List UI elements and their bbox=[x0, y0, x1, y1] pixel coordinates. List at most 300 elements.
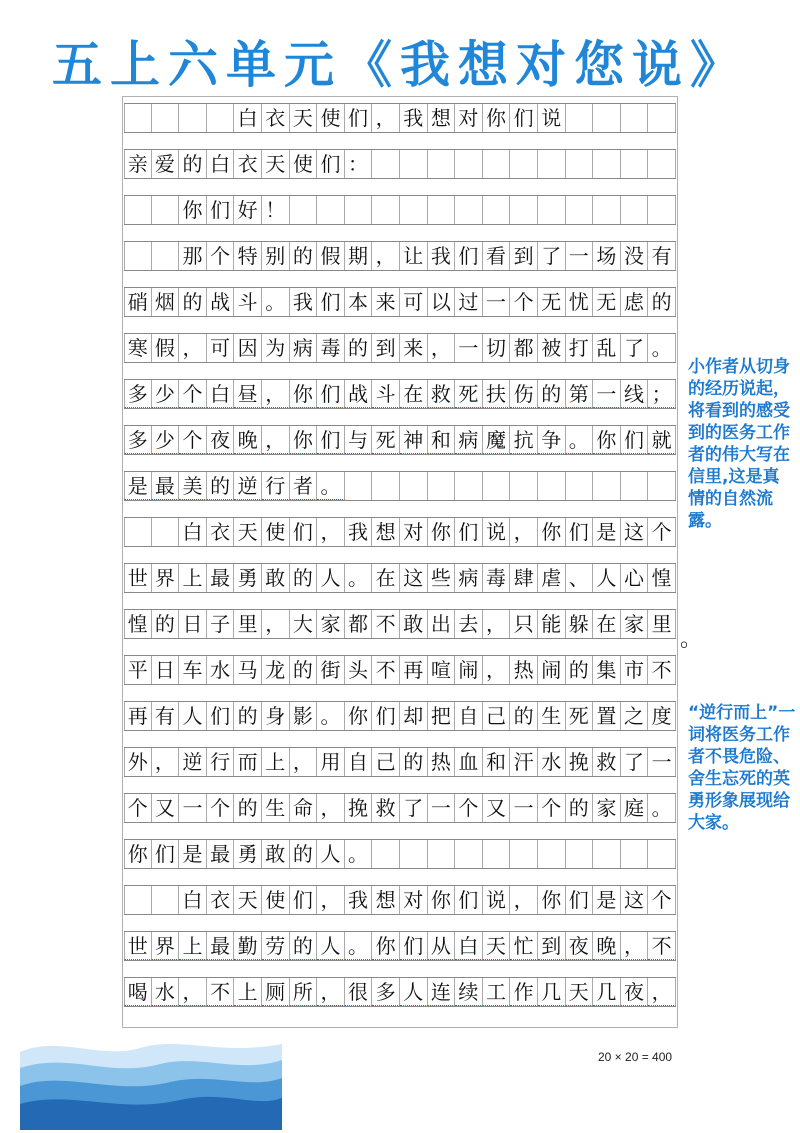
grid-cell: 把 bbox=[428, 702, 456, 730]
grid-cell bbox=[152, 196, 180, 224]
grid-cell: 忙 bbox=[510, 932, 538, 960]
grid-cell: ， bbox=[372, 242, 400, 270]
grid-cell bbox=[566, 150, 594, 178]
grid-cell bbox=[621, 150, 649, 178]
grid-cell bbox=[483, 472, 511, 500]
grid-cell: 无 bbox=[593, 288, 621, 316]
grid-cell: 衣 bbox=[234, 150, 262, 178]
grid-cell: ， bbox=[262, 426, 290, 454]
grid-cell: 们 bbox=[317, 426, 345, 454]
grid-cell: 肆 bbox=[510, 564, 538, 592]
grid-cell: 的 bbox=[179, 150, 207, 178]
grid-cell: 战 bbox=[345, 380, 373, 408]
grid-cell bbox=[593, 196, 621, 224]
grid-cell: 热 bbox=[428, 748, 456, 776]
grid-row bbox=[124, 977, 676, 1007]
grid-cell: 到 bbox=[372, 334, 400, 362]
grid-cell: 界 bbox=[152, 932, 180, 960]
grid-cell: 以 bbox=[428, 288, 456, 316]
grid-cell bbox=[538, 472, 566, 500]
grid-cell: ， bbox=[648, 978, 676, 1006]
grid-cell: 在 bbox=[400, 380, 428, 408]
grid-cell bbox=[566, 472, 594, 500]
grid-cell: 切 bbox=[483, 334, 511, 362]
grid-cell: 少 bbox=[152, 426, 180, 454]
grid-cell: 衣 bbox=[207, 518, 235, 546]
grid-cell: 上 bbox=[262, 748, 290, 776]
grid-cell: 的 bbox=[290, 242, 318, 270]
grid-cell: 惶 bbox=[648, 564, 676, 592]
grid-cell: 天 bbox=[290, 104, 318, 132]
grid-cell bbox=[400, 196, 428, 224]
grid-cell: 工 bbox=[483, 978, 511, 1006]
grid-row bbox=[124, 149, 676, 179]
grid-cell: 最 bbox=[207, 564, 235, 592]
grid-cell: 衣 bbox=[207, 886, 235, 914]
grid-cell: 天 bbox=[483, 932, 511, 960]
grid-cell: 很 bbox=[345, 978, 373, 1006]
grid-cell: 车 bbox=[179, 656, 207, 684]
grid-cell: 热 bbox=[510, 656, 538, 684]
grid-cell: 一 bbox=[455, 334, 483, 362]
grid-cell bbox=[593, 104, 621, 132]
grid-cell: 而 bbox=[234, 748, 262, 776]
grid-cell: 子 bbox=[207, 610, 235, 638]
grid-cell: 到 bbox=[538, 932, 566, 960]
grid-cell: 多 bbox=[124, 426, 152, 454]
grid-cell: 被 bbox=[538, 334, 566, 362]
grid-cell: 场 bbox=[593, 242, 621, 270]
grid-cell bbox=[400, 472, 428, 500]
grid-cell: 夜 bbox=[207, 426, 235, 454]
grid-cell: ， bbox=[152, 748, 180, 776]
grid-cell: 有 bbox=[648, 242, 676, 270]
grid-cell: ， bbox=[262, 380, 290, 408]
grid-cell bbox=[621, 104, 649, 132]
grid-cell bbox=[152, 886, 180, 914]
grid-cell: 们 bbox=[290, 518, 318, 546]
grid-cell: 虑 bbox=[621, 288, 649, 316]
grid-cell bbox=[455, 196, 483, 224]
grid-cell: ， bbox=[317, 794, 345, 822]
grid-cell: 在 bbox=[372, 564, 400, 592]
grid-cell: 的 bbox=[345, 334, 373, 362]
grid-cell: 人 bbox=[317, 840, 345, 868]
grid-cell: 。 bbox=[648, 334, 676, 362]
grid-cell: 的 bbox=[152, 610, 180, 638]
grid-cell bbox=[648, 104, 676, 132]
grid-row bbox=[124, 747, 676, 777]
grid-cell: 的 bbox=[400, 748, 428, 776]
grid-cell: 不 bbox=[207, 978, 235, 1006]
grid-cell: 上 bbox=[179, 564, 207, 592]
grid-cell: 。 bbox=[566, 426, 594, 454]
grid-cell bbox=[317, 196, 345, 224]
grid-count: 20 × 20 = 400 bbox=[598, 1050, 673, 1064]
grid-cell: 人 bbox=[317, 564, 345, 592]
grid-cell: 为 bbox=[262, 334, 290, 362]
grid-cell bbox=[621, 196, 649, 224]
grid-cell: 逆 bbox=[234, 472, 262, 500]
grid-cell: 大 bbox=[290, 610, 318, 638]
grid-cell: 与 bbox=[345, 426, 373, 454]
grid-cell: 你 bbox=[290, 426, 318, 454]
grid-cell: 的 bbox=[648, 288, 676, 316]
grid-cell: 天 bbox=[262, 150, 290, 178]
grid-cell: 说 bbox=[483, 886, 511, 914]
grid-cell: 再 bbox=[400, 656, 428, 684]
grid-row bbox=[124, 701, 676, 731]
grid-cell: 你 bbox=[483, 104, 511, 132]
grid-cell: 你 bbox=[290, 380, 318, 408]
grid-cell: 却 bbox=[400, 702, 428, 730]
grid-cell: 己 bbox=[483, 702, 511, 730]
grid-cell: 汗 bbox=[510, 748, 538, 776]
grid-cell: 街 bbox=[317, 656, 345, 684]
grid-cell: 假 bbox=[317, 242, 345, 270]
grid-cell: 死 bbox=[372, 426, 400, 454]
grid-cell: 自 bbox=[455, 702, 483, 730]
grid-cell: 不 bbox=[648, 932, 676, 960]
grid-cell: ！ bbox=[262, 196, 290, 224]
annotation-note-2: “逆行而上”一词将医务工作者不畏危险、舍生忘死的英勇形象展现给大家。 bbox=[688, 703, 796, 833]
grid-cell: 几 bbox=[593, 978, 621, 1006]
grid-cell: 说 bbox=[538, 104, 566, 132]
grid-cell: 个 bbox=[179, 380, 207, 408]
grid-cell: 的 bbox=[566, 656, 594, 684]
grid-cell bbox=[152, 242, 180, 270]
grid-cell: 昼 bbox=[234, 380, 262, 408]
grid-cell: 之 bbox=[621, 702, 649, 730]
grid-cell: 。 bbox=[648, 794, 676, 822]
grid-row bbox=[124, 517, 676, 547]
grid-cell: 你 bbox=[428, 518, 456, 546]
grid-cell: 毒 bbox=[483, 564, 511, 592]
grid-cell: 你 bbox=[428, 886, 456, 914]
grid-cell: 里 bbox=[648, 610, 676, 638]
grid-cell: 病 bbox=[455, 426, 483, 454]
grid-cell: 们 bbox=[510, 104, 538, 132]
grid-cell: 这 bbox=[400, 564, 428, 592]
grid-cell: 们 bbox=[621, 426, 649, 454]
grid-cell: 续 bbox=[455, 978, 483, 1006]
overflow-punctuation: 。 bbox=[680, 627, 703, 652]
grid-cell: 出 bbox=[428, 610, 456, 638]
grid-cell: 白 bbox=[207, 150, 235, 178]
grid-cell: 敢 bbox=[400, 610, 428, 638]
grid-cell: 白 bbox=[234, 104, 262, 132]
grid-cell: 闹 bbox=[455, 656, 483, 684]
grid-cell: 集 bbox=[593, 656, 621, 684]
grid-cell: ， bbox=[179, 978, 207, 1006]
grid-cell bbox=[400, 840, 428, 868]
grid-cell: 世 bbox=[124, 564, 152, 592]
grid-cell: 第 bbox=[566, 380, 594, 408]
grid-cell: 己 bbox=[372, 748, 400, 776]
grid-cell: 你 bbox=[538, 518, 566, 546]
grid-cell: 们 bbox=[207, 196, 235, 224]
grid-cell: 生 bbox=[262, 794, 290, 822]
grid-cell: 在 bbox=[593, 610, 621, 638]
grid-cell bbox=[538, 840, 566, 868]
grid-cell: 衣 bbox=[262, 104, 290, 132]
grid-cell: 期 bbox=[345, 242, 373, 270]
grid-cell: 敢 bbox=[262, 564, 290, 592]
grid-cell: 因 bbox=[234, 334, 262, 362]
grid-cell: 们 bbox=[455, 518, 483, 546]
grid-cell: 最 bbox=[152, 472, 180, 500]
grid-cell: 晚 bbox=[593, 932, 621, 960]
grid-row bbox=[124, 931, 676, 961]
grid-cell: 使 bbox=[262, 518, 290, 546]
grid-cell: 个 bbox=[179, 426, 207, 454]
grid-cell: 日 bbox=[152, 656, 180, 684]
grid-row bbox=[124, 885, 676, 915]
grid-cell: 神 bbox=[400, 426, 428, 454]
grid-cell: 的 bbox=[510, 702, 538, 730]
grid-cell: ， bbox=[510, 518, 538, 546]
grid-cell: 者 bbox=[290, 472, 318, 500]
grid-cell: 的 bbox=[290, 656, 318, 684]
grid-cell: 病 bbox=[290, 334, 318, 362]
grid-cell: 让 bbox=[400, 242, 428, 270]
grid-cell bbox=[483, 150, 511, 178]
grid-cell: 们 bbox=[566, 886, 594, 914]
grid-cell: 自 bbox=[345, 748, 373, 776]
grid-cell: 们 bbox=[372, 702, 400, 730]
grid-cell: 的 bbox=[538, 380, 566, 408]
grid-cell: 的 bbox=[179, 288, 207, 316]
grid-cell: 人 bbox=[317, 932, 345, 960]
grid-cell: 身 bbox=[262, 702, 290, 730]
grid-cell: 是 bbox=[124, 472, 152, 500]
grid-cell: 到 bbox=[510, 242, 538, 270]
grid-cell: 多 bbox=[124, 380, 152, 408]
grid-cell: 打 bbox=[566, 334, 594, 362]
grid-cell: 人 bbox=[593, 564, 621, 592]
grid-cell: 对 bbox=[400, 518, 428, 546]
grid-cell: 最 bbox=[207, 840, 235, 868]
grid-cell: 个 bbox=[510, 288, 538, 316]
grid-cell: 来 bbox=[400, 334, 428, 362]
grid-cell: 们 bbox=[455, 886, 483, 914]
grid-cell bbox=[345, 472, 373, 500]
grid-cell: 我 bbox=[400, 104, 428, 132]
grid-cell: 一 bbox=[510, 794, 538, 822]
grid-cell: 马 bbox=[234, 656, 262, 684]
grid-cell bbox=[345, 196, 373, 224]
grid-cell: 一 bbox=[566, 242, 594, 270]
grid-cell: 用 bbox=[317, 748, 345, 776]
grid-cell: 你 bbox=[593, 426, 621, 454]
grid-cell: 去 bbox=[455, 610, 483, 638]
grid-cell: ， bbox=[428, 334, 456, 362]
grid-cell bbox=[124, 886, 152, 914]
grid-cell bbox=[400, 150, 428, 178]
grid-cell: 命 bbox=[290, 794, 318, 822]
grid-cell: 从 bbox=[428, 932, 456, 960]
grid-cell: 来 bbox=[372, 288, 400, 316]
grid-cell bbox=[566, 840, 594, 868]
grid-cell: 挽 bbox=[345, 794, 373, 822]
grid-cell: 家 bbox=[317, 610, 345, 638]
grid-cell: 个 bbox=[538, 794, 566, 822]
grid-cell: 我 bbox=[428, 242, 456, 270]
grid-cell: ， bbox=[621, 932, 649, 960]
grid-cell bbox=[483, 840, 511, 868]
grid-row bbox=[124, 793, 676, 823]
grid-cell: 、 bbox=[566, 564, 594, 592]
grid-cell: 们 bbox=[317, 288, 345, 316]
grid-cell bbox=[538, 150, 566, 178]
grid-cell: 你 bbox=[538, 886, 566, 914]
grid-cell: ， bbox=[483, 610, 511, 638]
grid-cell: 不 bbox=[372, 656, 400, 684]
grid-cell: 夜 bbox=[621, 978, 649, 1006]
grid-cell: ； bbox=[648, 380, 676, 408]
grid-cell: 没 bbox=[621, 242, 649, 270]
grid-cell: 几 bbox=[538, 978, 566, 1006]
grid-cell: 使 bbox=[317, 104, 345, 132]
grid-cell: 使 bbox=[290, 150, 318, 178]
grid-cell: 上 bbox=[179, 932, 207, 960]
grid-cell: 特 bbox=[234, 242, 262, 270]
grid-cell: 乱 bbox=[593, 334, 621, 362]
grid-cell: 上 bbox=[234, 978, 262, 1006]
grid-cell bbox=[428, 196, 456, 224]
grid-cell: 影 bbox=[290, 702, 318, 730]
grid-cell: 假 bbox=[152, 334, 180, 362]
grid-cell: 外 bbox=[124, 748, 152, 776]
grid-cell: 救 bbox=[372, 794, 400, 822]
grid-cell: 头 bbox=[345, 656, 373, 684]
grid-cell: 可 bbox=[207, 334, 235, 362]
grid-cell: 个 bbox=[207, 242, 235, 270]
grid-cell: 们 bbox=[290, 886, 318, 914]
grid-row bbox=[124, 103, 676, 133]
grid-cell: 都 bbox=[510, 334, 538, 362]
grid-cell: 个 bbox=[207, 794, 235, 822]
grid-cell: 爱 bbox=[152, 150, 180, 178]
grid-cell bbox=[483, 196, 511, 224]
grid-cell: 喝 bbox=[124, 978, 152, 1006]
grid-cell: 有 bbox=[152, 702, 180, 730]
grid-cell: 日 bbox=[179, 610, 207, 638]
grid-cell: 世 bbox=[124, 932, 152, 960]
grid-cell: 是 bbox=[179, 840, 207, 868]
grid-cell: 的 bbox=[290, 564, 318, 592]
grid-cell: 闹 bbox=[538, 656, 566, 684]
grid-cell bbox=[510, 150, 538, 178]
grid-cell bbox=[593, 840, 621, 868]
grid-cell: 逆 bbox=[179, 748, 207, 776]
grid-row bbox=[124, 287, 676, 317]
grid-cell: 过 bbox=[455, 288, 483, 316]
grid-cell: 是 bbox=[593, 518, 621, 546]
grid-cell bbox=[372, 472, 400, 500]
grid-cell bbox=[428, 150, 456, 178]
grid-row bbox=[124, 563, 676, 593]
grid-cell: 。 bbox=[345, 932, 373, 960]
grid-cell: 只 bbox=[510, 610, 538, 638]
grid-cell bbox=[290, 196, 318, 224]
grid-cell: ， bbox=[290, 748, 318, 776]
grid-cell: 勇 bbox=[234, 564, 262, 592]
grid-cell: 惶 bbox=[124, 610, 152, 638]
grid-cell bbox=[648, 472, 676, 500]
grid-cell: 个 bbox=[648, 886, 676, 914]
grid-cell: 龙 bbox=[262, 656, 290, 684]
grid-cell: 就 bbox=[648, 426, 676, 454]
grid-cell: 毒 bbox=[317, 334, 345, 362]
grid-cell bbox=[428, 472, 456, 500]
grid-cell: 使 bbox=[262, 886, 290, 914]
grid-cell: 魔 bbox=[483, 426, 511, 454]
grid-cell: 不 bbox=[648, 656, 676, 684]
grid-cell: 所 bbox=[290, 978, 318, 1006]
grid-cell: 的 bbox=[290, 840, 318, 868]
grid-cell: 里 bbox=[234, 610, 262, 638]
grid-cell: 们 bbox=[317, 380, 345, 408]
grid-cell: 这 bbox=[621, 518, 649, 546]
grid-cell: 和 bbox=[428, 426, 456, 454]
grid-cell: 的 bbox=[290, 932, 318, 960]
grid-cell: 们 bbox=[317, 150, 345, 178]
grid-cell bbox=[179, 104, 207, 132]
wave-decoration bbox=[20, 1030, 282, 1130]
grid-cell bbox=[593, 150, 621, 178]
grid-cell: 死 bbox=[566, 702, 594, 730]
grid-cell: 一 bbox=[428, 794, 456, 822]
grid-cell: 看 bbox=[483, 242, 511, 270]
grid-cell: 行 bbox=[262, 472, 290, 500]
grid-cell: 好 bbox=[234, 196, 262, 224]
grid-row bbox=[124, 425, 676, 455]
grid-cell: 救 bbox=[593, 748, 621, 776]
grid-row bbox=[124, 839, 676, 869]
grid-cell: 天 bbox=[234, 886, 262, 914]
grid-cell: 白 bbox=[455, 932, 483, 960]
grid-cell: 劳 bbox=[262, 932, 290, 960]
grid-cell: 别 bbox=[262, 242, 290, 270]
grid-cell: ， bbox=[179, 334, 207, 362]
grid-cell: 亲 bbox=[124, 150, 152, 178]
grid-cell bbox=[455, 472, 483, 500]
grid-cell: 个 bbox=[455, 794, 483, 822]
grid-cell: 一 bbox=[648, 748, 676, 776]
grid-cell: 又 bbox=[152, 794, 180, 822]
grid-cell: 一 bbox=[593, 380, 621, 408]
grid-cell: 说 bbox=[483, 518, 511, 546]
page-title: 五上六单元《我想对您说》 bbox=[52, 36, 748, 94]
grid-cell: 病 bbox=[455, 564, 483, 592]
grid-cell: 你 bbox=[372, 932, 400, 960]
grid-cell: 忧 bbox=[566, 288, 594, 316]
grid-cell: 对 bbox=[455, 104, 483, 132]
grid-cell: 的 bbox=[207, 472, 235, 500]
grid-cell: 水 bbox=[152, 978, 180, 1006]
grid-cell: 生 bbox=[538, 702, 566, 730]
grid-row bbox=[124, 333, 676, 363]
grid-cell: 心 bbox=[621, 564, 649, 592]
grid-cell: 敢 bbox=[262, 840, 290, 868]
grid-cell: 天 bbox=[234, 518, 262, 546]
grid-cell: 想 bbox=[372, 518, 400, 546]
grid-cell: 些 bbox=[428, 564, 456, 592]
grid-cell: 死 bbox=[455, 380, 483, 408]
grid-cell: 再 bbox=[124, 702, 152, 730]
grid-cell: 家 bbox=[621, 610, 649, 638]
